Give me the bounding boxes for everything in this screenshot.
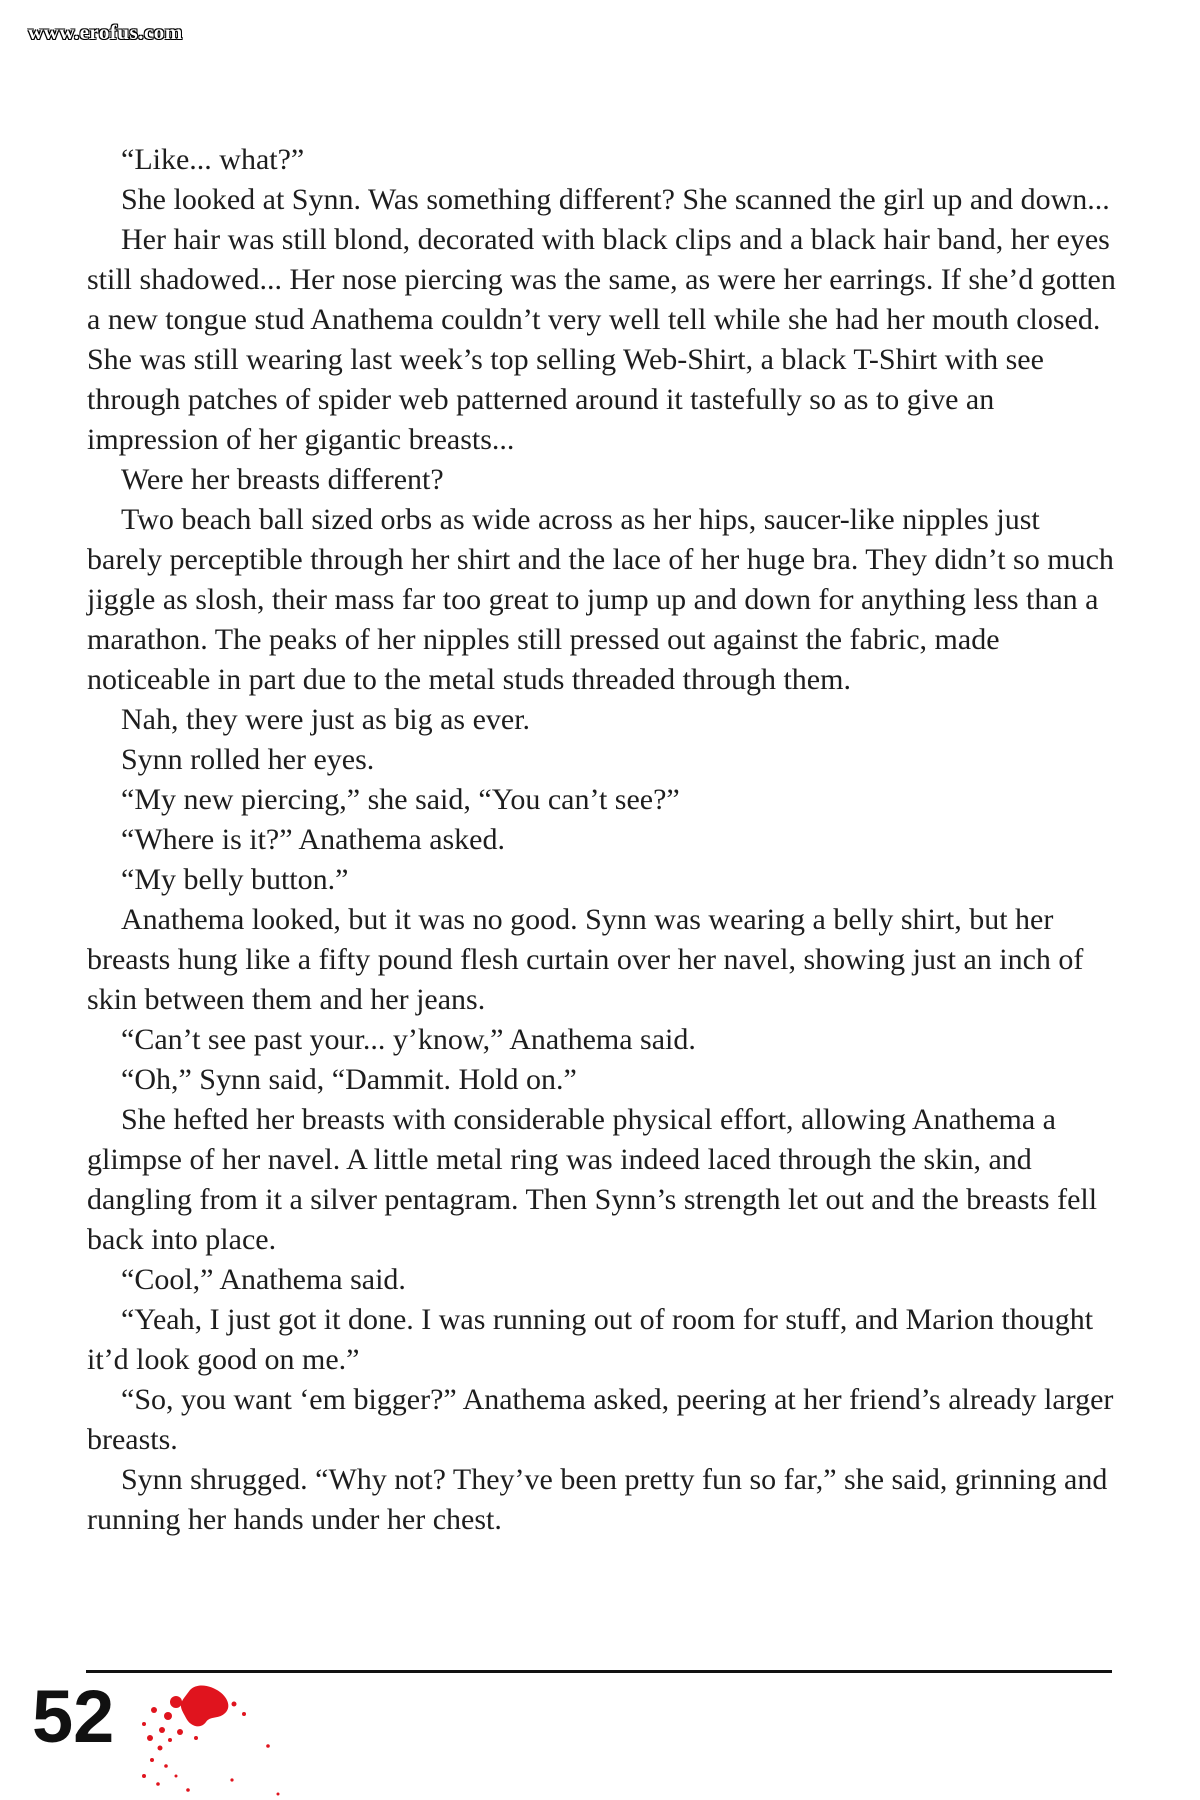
paragraph: “Oh,” Synn said, “Dammit. Hold on.” xyxy=(121,1063,577,1096)
watermark-text: www.erofus.com xyxy=(28,20,183,44)
blood-splatter-icon xyxy=(140,1680,280,1800)
paragraph: Were her breasts different? xyxy=(121,463,444,496)
paragraph: “Yeah, I just got it done. I was running out of room for stuff, and Marion thought it’d look good on me.” xyxy=(87,1303,1094,1376)
paragraph: Nah, they were just as big as ever. xyxy=(121,703,531,736)
paragraph: Anathema looked, but it was no good. Synn was wearing a belly shirt, but her breasts hung like a fifty pound flesh curtain over her navel, showing just an inch of skin between them and her jeans. xyxy=(87,903,1084,1016)
paragraph: “My new piercing,” she said, “You can’t see?” xyxy=(121,783,680,816)
paragraph: “Like... what?” xyxy=(121,143,305,176)
paragraph: Synn rolled her eyes. xyxy=(121,743,375,776)
paragraph: She looked at Synn. Was something different? She scanned the girl up and down... xyxy=(121,183,1110,216)
paragraph: She hefted her breasts with considerable physical effort, allowing Anathema a glimpse of her navel. A little metal ring was indeed laced through the skin, and dangling from it a silver pentagram. Then Synn’s strength let out and the breasts fell back into place. xyxy=(87,1103,1098,1256)
paragraph: “Cool,” Anathema said. xyxy=(121,1263,406,1296)
paragraph: “My belly button.” xyxy=(121,863,349,896)
page-number: 52 xyxy=(32,1675,115,1758)
paragraph: Synn shrugged. “Why not? They’ve been pretty fun so far,” she said, grinning and running her hands under her chest. xyxy=(87,1463,1108,1536)
paragraph: Her hair was still blond, decorated with black clips and a black hair band, her eyes still shadowed... Her nose piercing was the same, as were her earrings. If she’d gotten a new tongue stud Anathema couldn’t very well tell while she had her mouth closed. She was still wearing last week’s top selling Web-Shirt, a black T-Shirt with see through patches of spider web patterned around it tastefully so as to give an impression of her gigantic breasts... xyxy=(87,223,1116,456)
page-text-body xyxy=(87,140,1117,1540)
footer-divider xyxy=(86,1670,1112,1673)
splatter-drops xyxy=(142,1686,280,1796)
paragraph: Two beach ball sized orbs as wide across as her hips, saucer-like nipples just barely perceptible through her shirt and the lace of her huge bra. They didn’t so much jiggle as slosh, their mass far too great to jump up and down for anything less than a marathon. The peaks of her nipples still pressed out against the fabric, made noticeable in part due to the metal studs threaded through them. xyxy=(87,503,1114,696)
paragraph: “Where is it?” Anathema asked. xyxy=(121,823,505,856)
paragraph: “Can’t see past your... y’know,” Anathema said. xyxy=(121,1023,696,1056)
paragraph: “So, you want ‘em bigger?” Anathema asked, peering at her friend’s already larger breasts. xyxy=(87,1383,1114,1456)
